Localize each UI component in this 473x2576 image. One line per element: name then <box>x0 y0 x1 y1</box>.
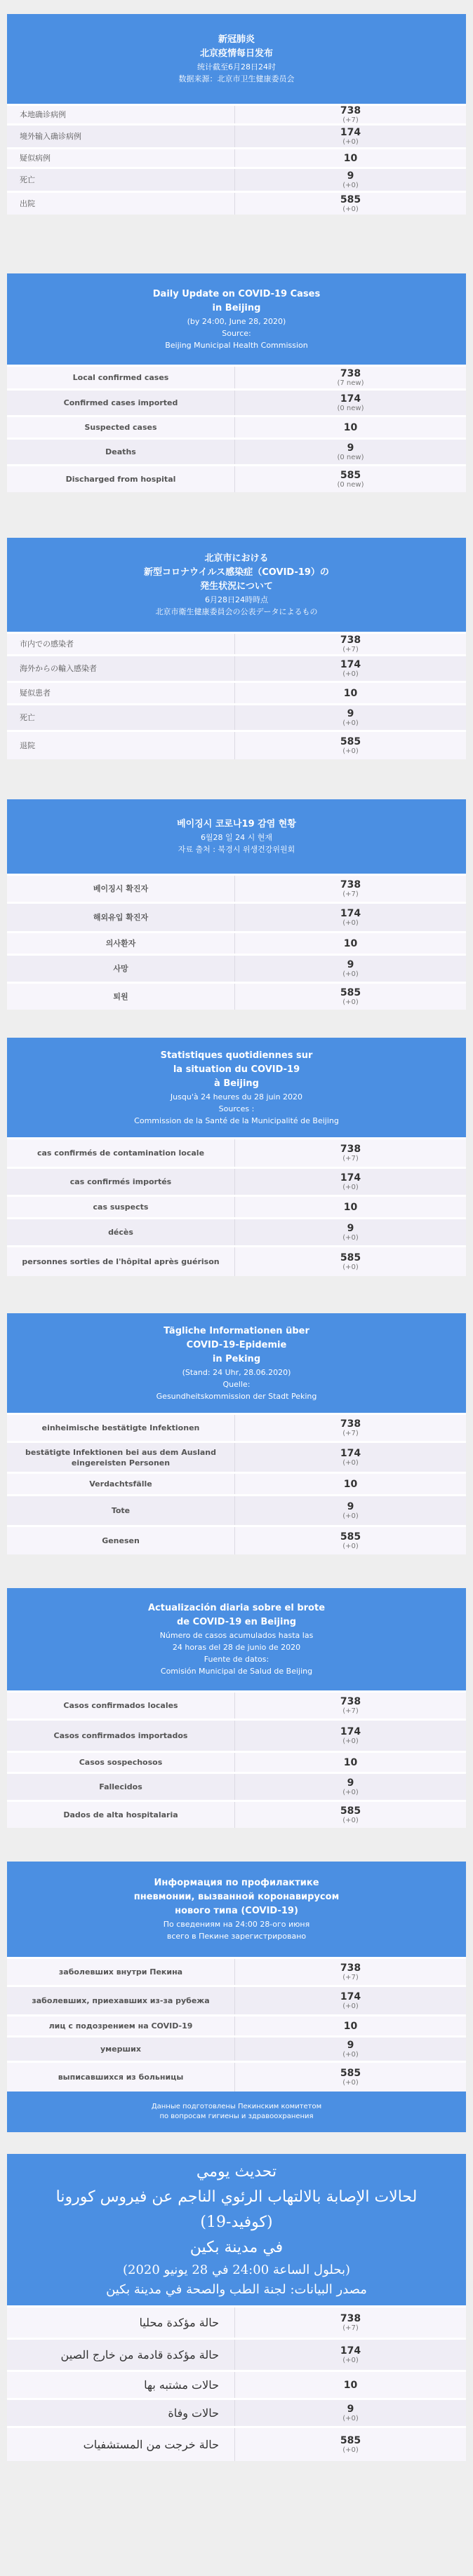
table-row <box>7 2035 466 2061</box>
row-value-cell <box>235 1527 466 1554</box>
row-value-cell <box>235 1219 466 1245</box>
update-card-zh <box>7 14 466 215</box>
count-value: 738 <box>340 367 361 379</box>
table-row <box>7 2370 466 2398</box>
row-value-cell <box>235 391 466 415</box>
count-value: 174 <box>340 2345 361 2357</box>
count-value: 585 <box>340 1805 361 1817</box>
daily-change: (+0) <box>342 1458 359 1467</box>
count-value: 174 <box>340 1991 361 2002</box>
row-value-cell <box>235 656 466 681</box>
card-title-line: in Peking <box>212 1353 261 1364</box>
card-subtitle-line: всего в Пекине зарегистрировано <box>166 1932 307 1941</box>
card-header <box>7 1588 466 1690</box>
table-row <box>7 2061 466 2092</box>
row-value-cell <box>235 2372 466 2398</box>
table-row <box>7 1137 466 1167</box>
row-label: حالات وفاة <box>7 2400 235 2426</box>
row-label: Local confirmed cases <box>7 367 235 388</box>
card-subtitle-line: Fuente de datos: <box>204 1655 269 1664</box>
daily-change: (+0) <box>342 1816 359 1824</box>
row-label: умерших <box>7 2038 235 2061</box>
card-title-line: Daily Update on COVID-19 Cases <box>152 288 321 299</box>
row-label: cas confirmés importés <box>7 1169 235 1195</box>
table-row <box>7 730 466 759</box>
daily-change: (+0) <box>342 205 359 213</box>
row-label: 疑似病例 <box>7 149 235 167</box>
count-value: 9 <box>347 170 354 182</box>
count-value: 174 <box>340 907 361 919</box>
card-subtitle-line: 6월28 일 24 시 현재 <box>200 833 273 842</box>
row-label: 死亡 <box>7 705 235 730</box>
table-row <box>7 2305 466 2338</box>
card-title-line: COVID-19-Epidemie <box>186 1339 287 1350</box>
daily-change: (+0) <box>342 719 359 727</box>
row-value-cell <box>235 1197 466 1217</box>
card-subtitle-line: 자료 출처 : 북경시 위생건강위원회 <box>178 845 295 854</box>
daily-change: (0 new) <box>337 404 364 412</box>
daily-change: (+0) <box>342 2356 359 2364</box>
table-row <box>7 2338 466 2370</box>
count-value: 10 <box>343 152 358 164</box>
stats-table <box>7 1413 466 1554</box>
count-value: 10 <box>343 1201 358 1213</box>
row-label: 의사환자 <box>7 933 235 954</box>
count-value: 738 <box>340 1695 361 1707</box>
stats-table <box>7 1690 466 1828</box>
row-label: einheimische bestätigte Infektionen <box>7 1415 235 1441</box>
card-title-line: 発生状況について <box>200 581 273 592</box>
table-row <box>7 1985 466 2014</box>
daily-change: (+7) <box>342 1707 359 1715</box>
table-row <box>7 1772 466 1800</box>
row-label: 疑似患者 <box>7 683 235 703</box>
table-row <box>7 681 466 703</box>
row-label: cas suspects <box>7 1197 235 1217</box>
table-row <box>7 1167 466 1195</box>
daily-change: (+0) <box>342 1183 359 1191</box>
card-title-line: في مدينة بكين <box>189 2239 284 2256</box>
row-value-cell <box>235 2400 466 2426</box>
card-title-line: 新型コロナウイルス感染症（COVID-19）の <box>144 567 329 578</box>
count-value: 738 <box>340 2312 361 2324</box>
card-title-line: 北京疫情每日发布 <box>199 48 273 59</box>
table-row <box>7 931 466 954</box>
count-value: 9 <box>347 2039 354 2051</box>
row-value-cell <box>235 2063 466 2092</box>
count-value: 585 <box>340 735 361 747</box>
daily-change: (+0) <box>342 1542 359 1550</box>
row-label: حالة مؤكدة محليا <box>7 2307 235 2338</box>
row-label: 境外输入确诊病例 <box>7 126 235 147</box>
row-label: 退院 <box>7 732 235 759</box>
table-row <box>7 191 466 215</box>
card-title-line: la situation du COVID-19 <box>173 1064 300 1075</box>
row-label: 海外からの輸入感染者 <box>7 656 235 681</box>
row-label: Genesen <box>7 1527 235 1554</box>
row-label: заболевших, приехавших из-за рубежа <box>7 1987 235 2014</box>
card-title-line: 新冠肺炎 <box>218 34 255 45</box>
count-value: 10 <box>343 2379 358 2391</box>
update-card-ja <box>7 538 466 759</box>
row-label: حالة مؤكدة قادمة من خارج الصين <box>7 2340 235 2370</box>
daily-change: (+0) <box>342 670 359 678</box>
card-header <box>7 799 466 874</box>
row-label: 베이징시 확진자 <box>7 876 235 902</box>
count-value: 585 <box>340 1531 361 1543</box>
daily-change: (0 new) <box>337 480 364 489</box>
card-header <box>7 1862 466 1957</box>
count-value: 585 <box>340 987 361 998</box>
table-row <box>7 2014 466 2035</box>
table-row <box>7 104 466 123</box>
count-value: 585 <box>340 469 361 481</box>
row-value-cell <box>235 466 466 492</box>
stats-table <box>7 632 466 759</box>
count-value: 174 <box>340 393 361 405</box>
daily-change: (+7) <box>342 2324 359 2332</box>
daily-change: (+0) <box>342 2078 359 2087</box>
count-value: 174 <box>340 658 361 670</box>
daily-change: (+0) <box>342 137 359 146</box>
stats-table <box>7 1137 466 1276</box>
count-value: 585 <box>340 2067 361 2079</box>
card-subtitle-line: Jusqu'à 24 heures du 28 juin 2020 <box>170 1092 303 1101</box>
count-value: 10 <box>343 937 358 949</box>
card-title-line: تحديث يومي <box>196 2163 277 2181</box>
row-value-cell <box>235 1247 466 1276</box>
row-value-cell <box>235 2340 466 2370</box>
daily-change: (+0) <box>342 970 359 978</box>
table-row <box>7 902 466 931</box>
row-label: 퇴원 <box>7 984 235 1010</box>
count-value: 9 <box>347 1222 354 1234</box>
row-label: Fallecidos <box>7 1774 235 1800</box>
row-value-cell <box>235 1415 466 1441</box>
card-title-line: нового типа (COVID-19) <box>175 1906 298 1916</box>
row-value-cell <box>235 956 466 982</box>
update-card-fr <box>7 1038 466 1276</box>
card-subtitle-line: Commission de la Santé de la Municipalité de Beijing <box>134 1116 339 1125</box>
count-value: 585 <box>340 1252 361 1263</box>
table-row <box>7 1413 466 1441</box>
table-row <box>7 1472 466 1494</box>
card-subtitle-line: (بحلول الساعة 24:00 في 28 يونيو 2020) <box>122 2263 351 2277</box>
row-value-cell <box>235 1753 466 1772</box>
row-label: 사망 <box>7 956 235 982</box>
count-value: 174 <box>340 126 361 138</box>
card-header <box>7 2154 466 2305</box>
footer-line: Данные подготовлены Пекинским комитетом <box>151 2103 322 2110</box>
table-row <box>7 1719 466 1751</box>
row-label: Casos confirmados importados <box>7 1721 235 1751</box>
table-row <box>7 438 466 464</box>
table-row <box>7 2398 466 2426</box>
row-value-cell <box>235 1959 466 1985</box>
row-value-cell <box>235 1496 466 1525</box>
row-label: лиц с подозрением на COVID-19 <box>7 2016 235 2035</box>
table-row <box>7 1690 466 1719</box>
row-value-cell <box>235 1802 466 1828</box>
card-subtitle-line: Quelle: <box>222 1379 251 1389</box>
count-value: 9 <box>347 2403 354 2415</box>
count-value: 738 <box>340 879 361 890</box>
table-row <box>7 2426 466 2461</box>
table-row <box>7 954 466 982</box>
row-label: Discharged from hospital <box>7 466 235 492</box>
row-label: Tote <box>7 1496 235 1525</box>
daily-change: (+7) <box>342 1429 359 1437</box>
row-label: Casos confirmados locales <box>7 1693 235 1719</box>
row-label: 出院 <box>7 193 235 215</box>
count-value: 174 <box>340 1447 361 1459</box>
row-value-cell <box>235 417 466 438</box>
daily-change: (+0) <box>342 2050 359 2059</box>
row-value-cell <box>235 1169 466 1195</box>
table-row <box>7 982 466 1010</box>
stats-table <box>7 365 466 492</box>
count-value: 585 <box>340 2434 361 2446</box>
count-value: 174 <box>340 1172 361 1184</box>
row-label: cas confirmés de contamination locale <box>7 1139 235 1167</box>
update-card-ru <box>7 1862 466 2132</box>
daily-change: (+0) <box>342 1263 359 1271</box>
row-value-cell <box>235 1693 466 1719</box>
row-label: 해외유입 확진자 <box>7 904 235 931</box>
row-label: حالة خرجت من المستشفيات <box>7 2428 235 2461</box>
row-value-cell <box>235 367 466 388</box>
card-title-line: пневмонии, вызванной коронавирусом <box>133 1892 340 1902</box>
card-subtitle-line: 数据来源：北京市卫生健康委员会 <box>178 74 295 83</box>
daily-change: (+0) <box>342 1737 359 1745</box>
row-value-cell <box>235 705 466 730</box>
card-subtitle-line: Beijing Municipal Health Commission <box>165 340 308 350</box>
row-value-cell <box>235 876 466 902</box>
table-row <box>7 1751 466 1772</box>
card-subtitle-line: 6月28日24時時点 <box>205 595 268 604</box>
row-label: personnes sorties de l'hôpital après guérison <box>7 1247 235 1276</box>
count-value: 10 <box>343 2020 358 2032</box>
count-value: 174 <box>340 1726 361 1737</box>
table-row <box>7 464 466 492</box>
row-value-cell <box>235 732 466 759</box>
count-value: 9 <box>347 1777 354 1789</box>
card-subtitle-line: 24 horas del 28 de junio de 2020 <box>172 1643 301 1652</box>
row-value-cell <box>235 193 466 215</box>
table-row <box>7 147 466 167</box>
count-value: 10 <box>343 1478 358 1490</box>
row-value-cell <box>235 2016 466 2035</box>
row-value-cell <box>235 106 466 123</box>
row-label: Casos sospechosos <box>7 1753 235 1772</box>
count-value: 9 <box>347 442 354 454</box>
row-value-cell <box>235 440 466 464</box>
daily-change: (+7) <box>342 890 359 898</box>
card-title-line: à Beijing <box>214 1078 259 1089</box>
daily-change: (+7) <box>342 1154 359 1162</box>
row-value-cell <box>235 126 466 147</box>
card-title-line: Tägliche Informationen über <box>164 1325 309 1336</box>
card-subtitle-line: Número de casos acumulados hasta las <box>159 1631 314 1640</box>
update-card-de <box>7 1313 466 1554</box>
row-value-cell <box>235 1721 466 1751</box>
daily-change: (+7) <box>342 645 359 653</box>
row-value-cell <box>235 2428 466 2461</box>
table-row <box>7 1800 466 1828</box>
daily-change: (+0) <box>342 1788 359 1796</box>
table-row <box>7 167 466 191</box>
table-row <box>7 1525 466 1554</box>
row-value-cell <box>235 984 466 1010</box>
card-title-line: 베이징시 코로나19 감염 현황 <box>177 819 296 829</box>
row-value-cell <box>235 634 466 654</box>
count-value: 10 <box>343 1756 358 1768</box>
row-value-cell <box>235 149 466 167</box>
row-label: заболевших внутри Пекина <box>7 1959 235 1985</box>
row-label: 市内での感染者 <box>7 634 235 654</box>
row-label: Confirmed cases imported <box>7 391 235 415</box>
stats-table <box>7 1957 466 2092</box>
row-label: выписавшихся из больницы <box>7 2063 235 2092</box>
count-value: 9 <box>347 958 354 970</box>
card-subtitle-line: 北京市衛生健康委員会の公表データによるもの <box>155 607 318 616</box>
table-row <box>7 388 466 415</box>
card-header <box>7 14 466 104</box>
count-value: 10 <box>343 687 358 699</box>
card-title-line: de COVID-19 en Beijing <box>176 1617 297 1627</box>
row-label: Verdachtsfälle <box>7 1474 235 1494</box>
card-header <box>7 538 466 632</box>
card-title-line: Statistiques quotidiennes sur <box>160 1050 313 1061</box>
table-row <box>7 123 466 147</box>
card-subtitle-line: По сведениям на 24:00 28-ого июня <box>163 1920 310 1929</box>
row-value-cell <box>235 2307 466 2338</box>
count-value: 738 <box>340 104 361 116</box>
card-title-line: in Beijing <box>212 302 261 313</box>
count-value: 9 <box>347 707 354 719</box>
card-title-line: 北京市における <box>204 553 269 564</box>
row-value-cell <box>235 683 466 703</box>
update-card-es <box>7 1588 466 1828</box>
row-label: Dados de alta hospitalaria <box>7 1802 235 1828</box>
stats-table <box>7 874 466 1010</box>
card-footer <box>7 2092 466 2132</box>
card-subtitle-line: (by 24:00, June 28, 2020) <box>187 316 286 326</box>
count-value: 738 <box>340 1962 361 1974</box>
update-card-en <box>7 273 466 492</box>
count-value: 585 <box>340 194 361 205</box>
stats-table <box>7 2305 466 2461</box>
table-row <box>7 632 466 654</box>
daily-change: (+0) <box>342 1512 359 1520</box>
row-value-cell <box>235 1987 466 2014</box>
table-row <box>7 415 466 438</box>
card-header <box>7 1038 466 1137</box>
table-row <box>7 365 466 388</box>
daily-change: (+0) <box>342 2446 359 2454</box>
daily-change: (+7) <box>342 116 359 124</box>
daily-change: (+0) <box>342 2002 359 2010</box>
daily-change: (0 new) <box>337 453 364 461</box>
table-row <box>7 874 466 902</box>
card-subtitle-line: مصدر البيانات: لجنة الطب والصحة في مدينة بكين <box>106 2282 367 2297</box>
card-header <box>7 273 466 365</box>
card-subtitle-line: Source: <box>222 328 251 338</box>
stats-table <box>7 104 466 215</box>
daily-change: (+0) <box>342 998 359 1006</box>
row-label: Deaths <box>7 440 235 464</box>
card-title-line: لحالات الإصابة بالالتهاب الرئوي الناجم عن فيروس كورونا (كوفيد-19) <box>55 2188 418 2231</box>
row-value-cell <box>235 904 466 931</box>
table-row <box>7 654 466 681</box>
card-title-line: Actualización diaria sobre el brote <box>147 1603 326 1613</box>
update-card-ko <box>7 799 466 1010</box>
row-value-cell <box>235 1474 466 1494</box>
update-card-ar <box>7 2154 466 2461</box>
daily-change: (+0) <box>342 747 359 755</box>
card-subtitle-line: (Stand: 24 Uhr, 28.06.2020) <box>182 1367 291 1377</box>
row-value-cell <box>235 169 466 191</box>
table-row <box>7 1441 466 1472</box>
table-row <box>7 1245 466 1276</box>
row-value-cell <box>235 1774 466 1800</box>
table-row <box>7 1494 466 1525</box>
table-row <box>7 703 466 730</box>
row-label: حالات مشتبه بها <box>7 2372 235 2398</box>
card-subtitle-line: 统计截至6月28日24时 <box>197 62 276 72</box>
row-label: Suspected cases <box>7 417 235 438</box>
count-value: 10 <box>343 421 358 433</box>
count-value: 738 <box>340 634 361 646</box>
row-label: 死亡 <box>7 169 235 191</box>
table-row <box>7 1195 466 1217</box>
card-subtitle-line: Gesundheitskommission der Stadt Peking <box>156 1391 317 1401</box>
count-value: 738 <box>340 1418 361 1430</box>
row-value-cell <box>235 2038 466 2061</box>
card-subtitle-line: Sources : <box>218 1104 255 1113</box>
count-value: 9 <box>347 1500 354 1512</box>
row-label: 本地确诊病例 <box>7 106 235 123</box>
table-row <box>7 1217 466 1245</box>
row-value-cell <box>235 1139 466 1167</box>
daily-change: (+7) <box>342 1973 359 1981</box>
table-row <box>7 1957 466 1985</box>
card-subtitle-line: Comisión Municipal de Salud de Beijing <box>160 1667 313 1676</box>
row-value-cell <box>235 933 466 954</box>
card-title-line: Информация по профилактике <box>154 1878 319 1888</box>
count-value: 738 <box>340 1143 361 1155</box>
daily-change: (+0) <box>342 181 359 189</box>
daily-change: (7 new) <box>337 379 364 387</box>
card-header <box>7 1313 466 1413</box>
daily-change: (+0) <box>342 1233 359 1242</box>
row-value-cell <box>235 1443 466 1472</box>
row-label: bestätigte Infektionen bei aus dem Ausland eingereisten Personen <box>7 1443 235 1472</box>
daily-change: (+0) <box>342 918 359 927</box>
footer-line: по вопросам гигиены и здравоохранения <box>159 2113 314 2120</box>
daily-change: (+0) <box>342 2414 359 2422</box>
row-label: décès <box>7 1219 235 1245</box>
